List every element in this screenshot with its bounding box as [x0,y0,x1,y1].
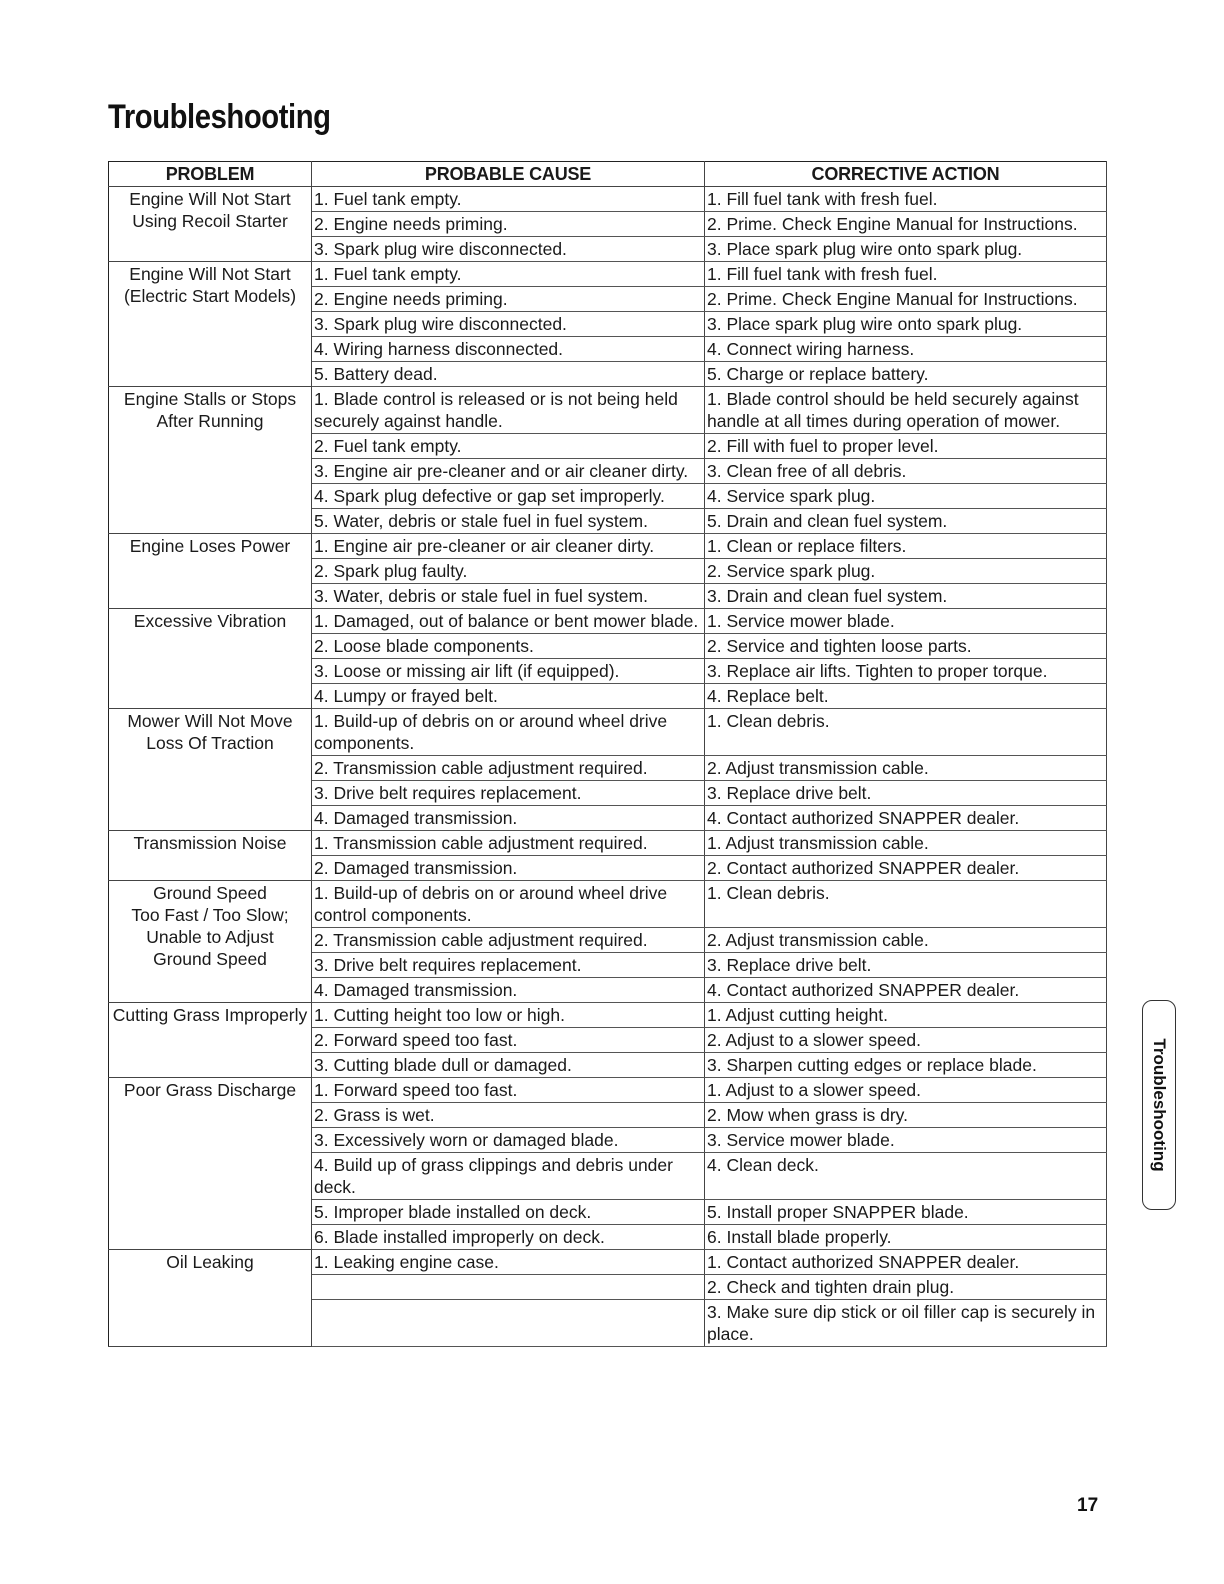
probable-cause-cell: 1. Transmission cable adjustment required. [312,831,705,856]
probable-cause-cell: 4. Wiring harness disconnected. [312,337,705,362]
table-row [109,709,1107,756]
probable-cause-cell: 4. Damaged transmission. [312,806,705,831]
corrective-action-cell: 4. Contact authorized SNAPPER dealer. [705,806,1107,831]
corrective-action-cell: 3. Make sure dip stick or oil filler cap is securely in place. [705,1300,1107,1347]
header-corrective-action: CORRECTIVE ACTION [705,162,1107,187]
probable-cause-cell: 4. Lumpy or frayed belt. [312,684,705,709]
corrective-action-cell: 2. Prime. Check Engine Manual for Instructions. [705,212,1107,237]
section-side-tab [1142,1000,1176,1210]
corrective-action-cell: 1. Adjust transmission cable. [705,831,1107,856]
corrective-action-cell: 2. Service and tighten loose parts. [705,634,1107,659]
probable-cause-cell: 2. Grass is wet. [312,1103,705,1128]
table-row [109,534,1107,559]
side-tab-label: Troubleshooting [1150,1038,1169,1172]
probable-cause-cell: 3. Cutting blade dull or damaged. [312,1053,705,1078]
corrective-action-cell: 3. Replace drive belt. [705,953,1107,978]
table-header-row [109,162,1107,187]
corrective-action-cell: 1. Clean debris. [705,881,1107,928]
probable-cause-cell: 3. Loose or missing air lift (if equipped). [312,659,705,684]
problem-cell: Mower Will Not Move Loss Of Traction [109,709,312,831]
corrective-action-cell: 4. Connect wiring harness. [705,337,1107,362]
corrective-action-cell: 1. Service mower blade. [705,609,1107,634]
probable-cause-cell: 4. Spark plug defective or gap set improperly. [312,484,705,509]
probable-cause-cell: 2. Transmission cable adjustment required. [312,756,705,781]
probable-cause-cell: 5. Battery dead. [312,362,705,387]
corrective-action-cell: 2. Adjust transmission cable. [705,756,1107,781]
corrective-action-cell: 3. Service mower blade. [705,1128,1107,1153]
corrective-action-cell: 2. Adjust to a slower speed. [705,1028,1107,1053]
probable-cause-cell: 2. Loose blade components. [312,634,705,659]
problem-cell: Engine Will Not Start Using Recoil Starter [109,187,312,262]
corrective-action-cell: 3. Clean free of all debris. [705,459,1107,484]
corrective-action-cell: 2. Contact authorized SNAPPER dealer. [705,856,1107,881]
problem-cell: Oil Leaking [109,1250,312,1347]
probable-cause-cell: 6. Blade installed improperly on deck. [312,1225,705,1250]
probable-cause-cell: 3. Excessively worn or damaged blade. [312,1128,705,1153]
corrective-action-cell: 3. Replace air lifts. Tighten to proper torque. [705,659,1107,684]
probable-cause-cell: 2. Transmission cable adjustment required. [312,928,705,953]
corrective-action-cell: 4. Clean deck. [705,1153,1107,1200]
probable-cause-cell: 5. Water, debris or stale fuel in fuel system. [312,509,705,534]
probable-cause-cell: 2. Engine needs priming. [312,287,705,312]
corrective-action-cell: 5. Install proper SNAPPER blade. [705,1200,1107,1225]
probable-cause-cell: 1. Fuel tank empty. [312,262,705,287]
corrective-action-cell: 3. Place spark plug wire onto spark plug. [705,312,1107,337]
table-row [109,262,1107,287]
page-number: 17 [1077,1495,1099,1516]
header-problem: PROBLEM [109,162,312,187]
probable-cause-cell: 2. Forward speed too fast. [312,1028,705,1053]
probable-cause-cell: 4. Build up of grass clippings and debris under deck. [312,1153,705,1200]
corrective-action-cell: 4. Contact authorized SNAPPER dealer. [705,978,1107,1003]
problem-cell: Engine Stalls or Stops After Running [109,387,312,534]
table-row [109,1250,1107,1275]
corrective-action-cell: 6. Install blade properly. [705,1225,1107,1250]
probable-cause-cell: 1. Build-up of debris on or around wheel drive components. [312,709,705,756]
problem-cell: Engine Loses Power [109,534,312,609]
corrective-action-cell: 2. Mow when grass is dry. [705,1103,1107,1128]
corrective-action-cell: 1. Adjust cutting height. [705,1003,1107,1028]
corrective-action-cell: 3. Sharpen cutting edges or replace blade. [705,1053,1107,1078]
corrective-action-cell: 3. Place spark plug wire onto spark plug. [705,237,1107,262]
probable-cause-cell: 3. Spark plug wire disconnected. [312,312,705,337]
troubleshooting-table [108,161,1107,1347]
probable-cause-cell [312,1275,705,1300]
probable-cause-cell: 1. Cutting height too low or high. [312,1003,705,1028]
problem-cell: Poor Grass Discharge [109,1078,312,1250]
probable-cause-cell: 2. Damaged transmission. [312,856,705,881]
problem-cell: Transmission Noise [109,831,312,881]
corrective-action-cell: 1. Clean or replace filters. [705,534,1107,559]
corrective-action-cell: 1. Contact authorized SNAPPER dealer. [705,1250,1107,1275]
header-probable-cause: PROBABLE CAUSE [312,162,705,187]
corrective-action-cell: 2. Check and tighten drain plug. [705,1275,1107,1300]
page-title: Troubleshooting [108,98,331,136]
probable-cause-cell: 4. Damaged transmission. [312,978,705,1003]
corrective-action-cell: 3. Replace drive belt. [705,781,1107,806]
probable-cause-cell: 1. Engine air pre-cleaner or air cleaner dirty. [312,534,705,559]
problem-cell: Cutting Grass Improperly [109,1003,312,1078]
corrective-action-cell: 1. Fill fuel tank with fresh fuel. [705,187,1107,212]
table-row [109,387,1107,434]
corrective-action-cell: 5. Drain and clean fuel system. [705,509,1107,534]
corrective-action-cell: 4. Service spark plug. [705,484,1107,509]
problem-cell: Ground Speed Too Fast / Too Slow; Unable to Adjust Ground Speed [109,881,312,1003]
corrective-action-cell: 1. Fill fuel tank with fresh fuel. [705,262,1107,287]
corrective-action-cell: 2. Service spark plug. [705,559,1107,584]
probable-cause-cell: 1. Leaking engine case. [312,1250,705,1275]
corrective-action-cell: 4. Replace belt. [705,684,1107,709]
probable-cause-cell [312,1300,705,1347]
corrective-action-cell: 3. Drain and clean fuel system. [705,584,1107,609]
table-row [109,187,1107,212]
corrective-action-cell: 1. Adjust to a slower speed. [705,1078,1107,1103]
probable-cause-cell: 3. Drive belt requires replacement. [312,953,705,978]
corrective-action-cell: 2. Prime. Check Engine Manual for Instructions. [705,287,1107,312]
table-row [109,1003,1107,1028]
corrective-action-cell: 1. Clean debris. [705,709,1107,756]
probable-cause-cell: 2. Engine needs priming. [312,212,705,237]
probable-cause-cell: 1. Build-up of debris on or around wheel drive control components. [312,881,705,928]
corrective-action-cell: 2. Fill with fuel to proper level. [705,434,1107,459]
probable-cause-cell: 3. Engine air pre-cleaner and or air cleaner dirty. [312,459,705,484]
probable-cause-cell: 3. Spark plug wire disconnected. [312,237,705,262]
corrective-action-cell: 1. Blade control should be held securely against handle at all times during operation of mower. [705,387,1107,434]
table-row [109,609,1107,634]
corrective-action-cell: 2. Adjust transmission cable. [705,928,1107,953]
probable-cause-cell: 1. Fuel tank empty. [312,187,705,212]
probable-cause-cell: 3. Water, debris or stale fuel in fuel system. [312,584,705,609]
table-row [109,1078,1107,1103]
probable-cause-cell: 1. Blade control is released or is not being held securely against handle. [312,387,705,434]
probable-cause-cell: 2. Fuel tank empty. [312,434,705,459]
probable-cause-cell: 1. Forward speed too fast. [312,1078,705,1103]
probable-cause-cell: 5. Improper blade installed on deck. [312,1200,705,1225]
table-body [109,187,1107,1347]
problem-cell: Excessive Vibration [109,609,312,709]
probable-cause-cell: 1. Damaged, out of balance or bent mower blade. [312,609,705,634]
probable-cause-cell: 3. Drive belt requires replacement. [312,781,705,806]
probable-cause-cell: 2. Spark plug faulty. [312,559,705,584]
table-row [109,831,1107,856]
table-row [109,881,1107,928]
problem-cell: Engine Will Not Start (Electric Start Models) [109,262,312,387]
corrective-action-cell: 5. Charge or replace battery. [705,362,1107,387]
